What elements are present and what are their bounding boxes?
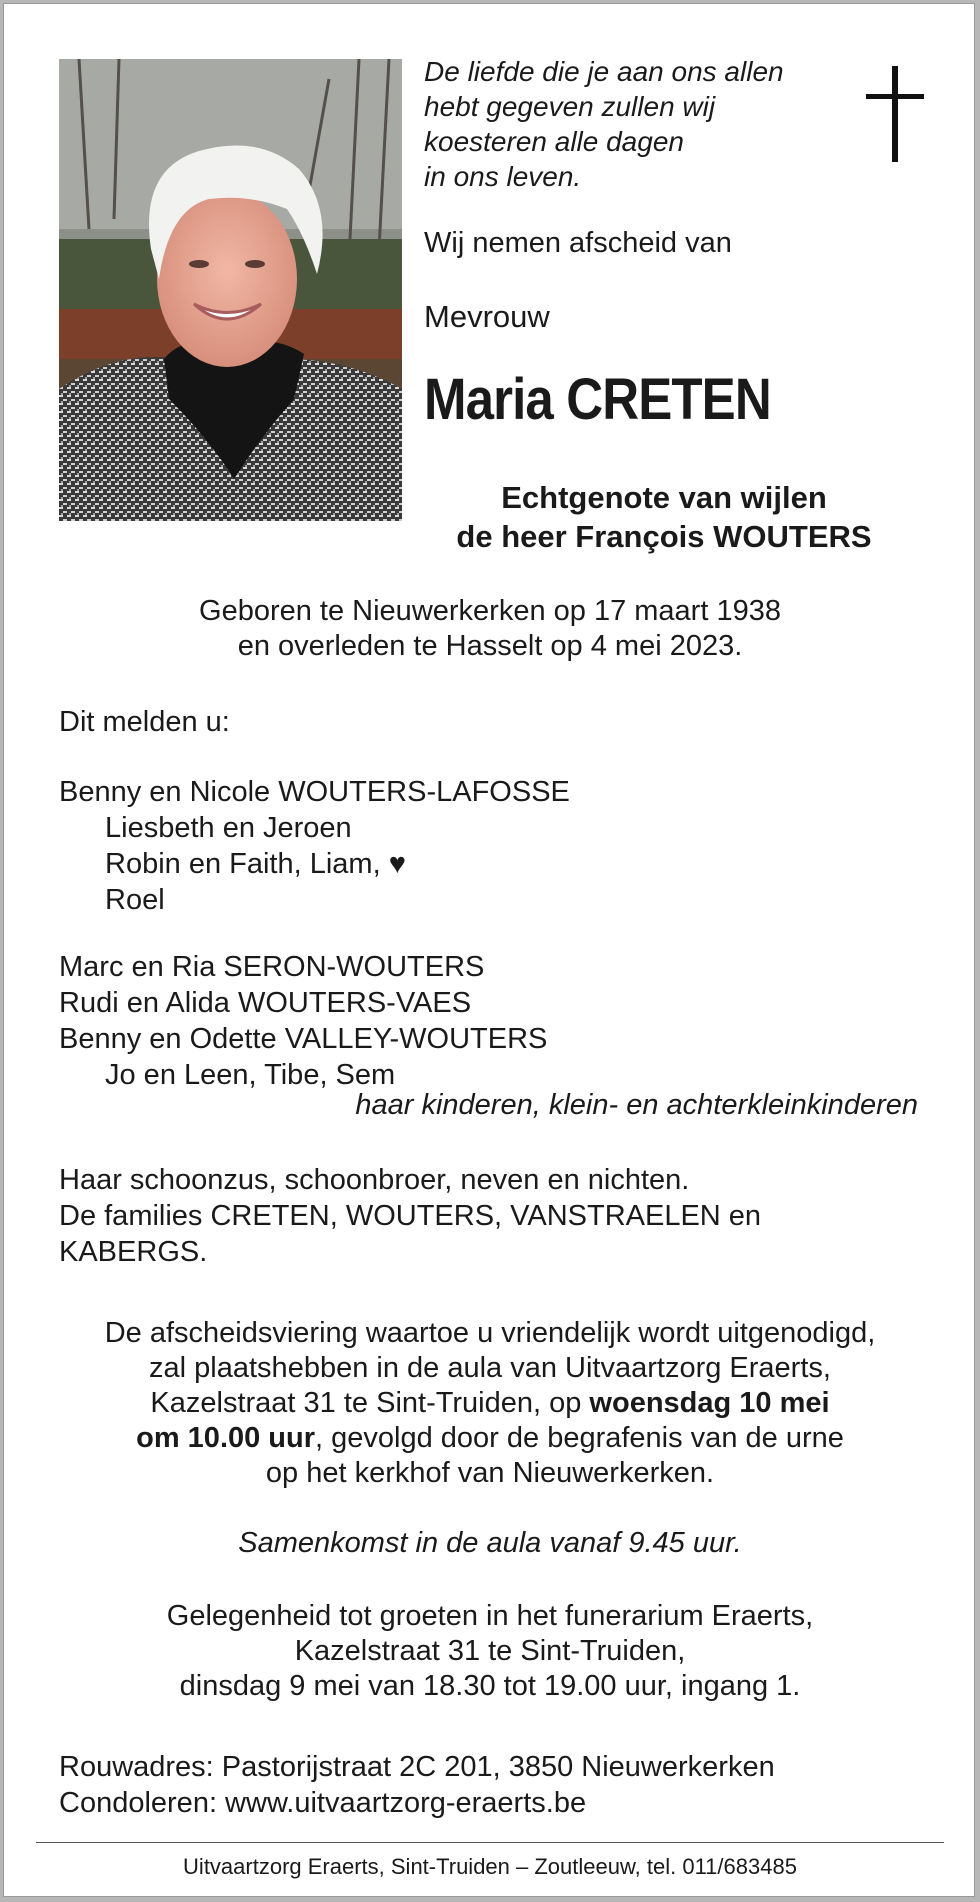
birth-death-info	[4, 594, 975, 664]
spouse-info	[414, 478, 914, 556]
condolence-website: Condoleren: www.uitvaartzorg-eraerts.be	[59, 1787, 587, 1819]
intro-text: Wij nemen afscheid van	[424, 227, 732, 259]
spouse-line: Echtgenote van wijlen	[501, 480, 827, 515]
poem-line: hebt gegeven zullen wij	[424, 91, 716, 122]
family-group-1	[59, 774, 570, 918]
poem-line: in ons leven.	[424, 161, 582, 192]
ceremony-info	[4, 1316, 975, 1491]
gathering-info: Samenkomst in de aula vanaf 9.45 uur.	[238, 1527, 742, 1559]
funeral-home-footer: Uitvaartzorg Eraerts, Sint-Truiden – Zoutleeuw, tel. 011/683485	[183, 1854, 797, 1879]
family-line: Liesbeth en Jeroen	[105, 812, 352, 844]
ceremony-text: Kazelstraat 31 te Sint-Truiden, op	[150, 1387, 590, 1419]
poem-verse	[424, 54, 904, 194]
portrait-photo	[59, 59, 402, 521]
visitation-info	[4, 1599, 975, 1704]
mourning-address: Rouwadres: Pastorijstraat 2C 201, 3850 Nieuwerkerken	[59, 1751, 775, 1783]
poem-line: koesteren alle dagen	[424, 126, 684, 157]
divider	[36, 1842, 944, 1843]
family-line: KABERGS.	[59, 1236, 208, 1268]
family-line: Benny en Odette VALLEY-WOUTERS	[59, 1023, 548, 1055]
family-line: Roel	[105, 884, 165, 916]
ceremony-line: op het kerkhof van Nieuwerkerken.	[265, 1457, 715, 1489]
visit-line: dinsdag 9 mei van 18.30 tot 19.00 uur, ingang 1.	[179, 1670, 801, 1702]
announce-text: Dit melden u:	[59, 706, 230, 738]
ceremony-line: zal plaatshebben in de aula van Uitvaartzorg Eraerts,	[149, 1352, 831, 1384]
obituary-card	[3, 3, 975, 1897]
spouse-line: de heer François WOUTERS	[456, 519, 872, 554]
ceremony-line	[4, 1421, 975, 1456]
visit-line: Gelegenheid tot groeten in het funerarium Eraerts,	[166, 1600, 814, 1632]
visit-line: Kazelstraat 31 te Sint-Truiden,	[294, 1635, 686, 1667]
family-line: Marc en Ria SERON-WOUTERS	[59, 951, 485, 983]
extended-family	[59, 1162, 761, 1270]
ceremony-line: De afscheidsviering waartoe u vriendelijk wordt uitgenodigd,	[104, 1317, 876, 1349]
relation-label: haar kinderen, klein- en achterkleinkinderen	[355, 1089, 918, 1121]
ceremony-time: om 10.00 uur	[136, 1422, 316, 1454]
poem-line: De liefde die je aan ons allen	[424, 56, 784, 87]
family-line: Jo en Leen, Tibe, Sem	[105, 1059, 396, 1091]
cross-icon	[866, 66, 924, 162]
family-line: Rudi en Alida WOUTERS-VAES	[59, 987, 472, 1019]
death-line: en overleden te Hasselt op 4 mei 2023.	[237, 630, 743, 662]
birth-line: Geboren te Nieuwerkerken op 17 maart 1938	[199, 595, 781, 627]
salutation: Mevrouw	[424, 299, 550, 334]
family-line: De families CRETEN, WOUTERS, VANSTRAELEN en	[59, 1200, 762, 1232]
ceremony-date: woensdag 10 mei	[589, 1387, 830, 1419]
family-line: Haar schoonzus, schoonbroer, neven en nichten.	[59, 1164, 690, 1196]
ceremony-text: , gevolgd door de begrafenis van de urne	[315, 1422, 844, 1454]
family-line: Benny en Nicole WOUTERS-LAFOSSE	[59, 776, 570, 808]
deceased-name: Maria CRETEN	[424, 367, 771, 432]
contact-info	[59, 1749, 775, 1821]
family-line: Robin en Faith, Liam, ♥	[105, 848, 406, 880]
ceremony-line	[4, 1386, 975, 1421]
family-group-2	[59, 949, 547, 1093]
